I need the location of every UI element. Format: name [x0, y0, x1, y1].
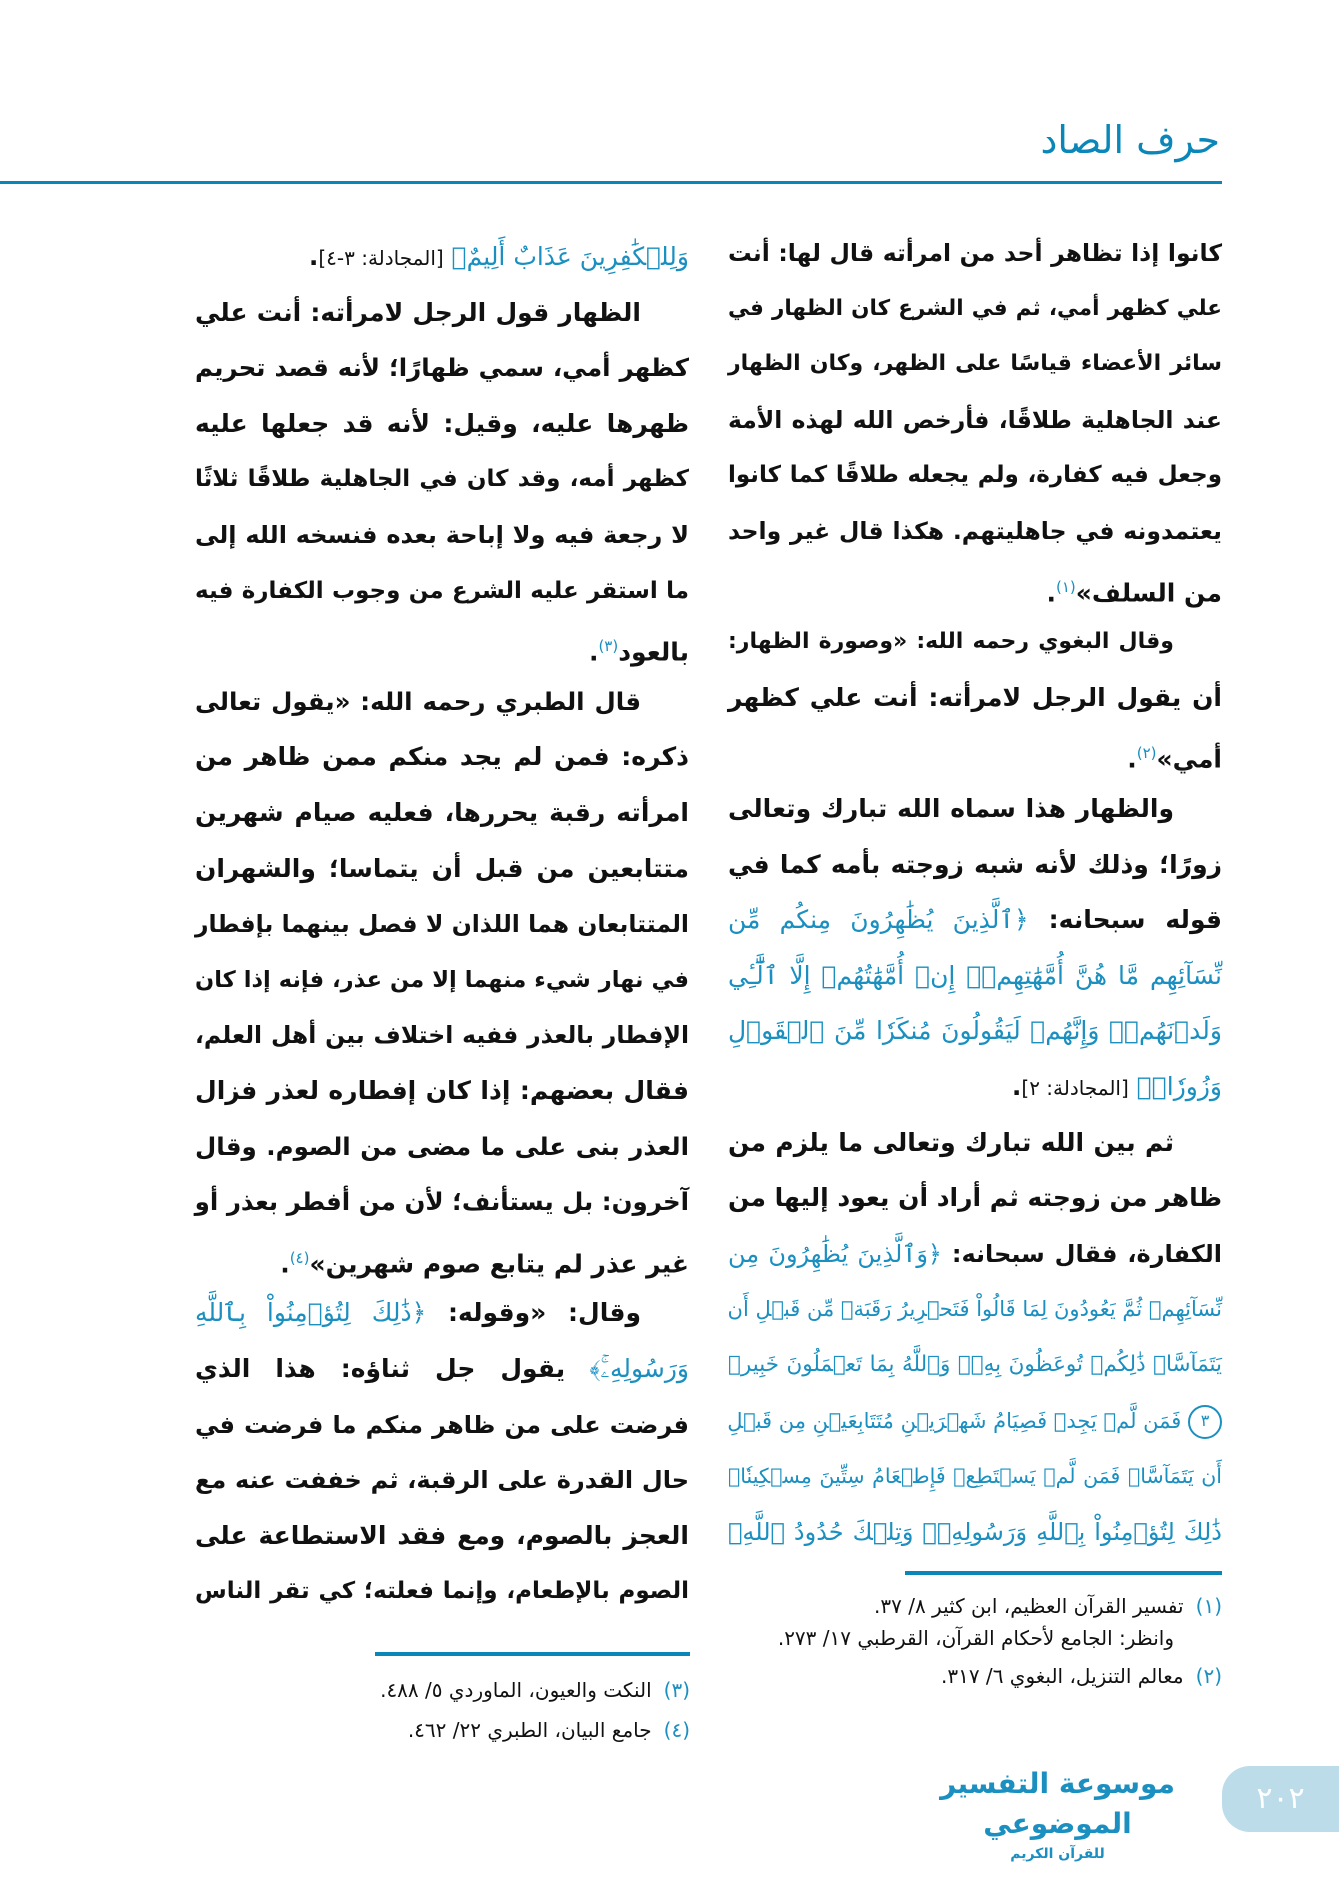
- text-line: [195, 1007, 689, 1063]
- body-text: فرضت على من ظاهر منكم ما فرضت في: [195, 1410, 689, 1439]
- body-text: كظهر أمه، وقد كان في الجاهلية طلاقًا ثلاثًا: [195, 466, 689, 493]
- text-line: [195, 1285, 689, 1341]
- body-text: العجز بالصوم، ومع فقد الاستطاعة على: [195, 1520, 689, 1550]
- body-text: والظهار هذا سماه الله تبارك وتعالى: [728, 794, 1174, 823]
- footnote-marker[interactable]: (١): [1056, 577, 1076, 596]
- body-text: الصوم بالإطعام، وإنما فعلته؛ كي تقر الناس: [195, 1578, 689, 1605]
- body-text: يقول جل ثناؤه: هذا الذي: [195, 1354, 566, 1383]
- quran-verse: وَلَدۡنَهُمۡۚ وَإِنَّهُمۡ لَيَقُولُونَ مُنكَرٗا مِّنَ ٱلۡقَوۡلِ: [728, 1016, 1222, 1046]
- footnote-number: (٢): [1195, 1664, 1222, 1688]
- body-text: في نهار شيء منهما إلا من عذر، فإنه إذا كان: [195, 966, 689, 993]
- body-text: .: [1046, 577, 1056, 607]
- footnote-marker[interactable]: (٢): [1136, 744, 1157, 763]
- body-text: أمي»: [1156, 744, 1222, 774]
- text-line: [195, 1174, 689, 1230]
- footnote-3: [195, 1670, 690, 1710]
- text-line: [728, 336, 1222, 392]
- verse-reference: [المجادلة: ٣-٤]: [318, 246, 444, 270]
- quran-verse: وَلِلۡكَٰفِرِينَ عَذَابٌ أَلِيمٌ﴾: [443, 242, 689, 271]
- quran-verse: وَزُورٗاۚ﴾: [1128, 1072, 1222, 1101]
- text-line: [728, 225, 1222, 281]
- body-text: وجعل فيه كفارة، ولم يجعله طلاقًا كما كانوا: [728, 462, 1222, 489]
- body-text: العذر بنى على ما مضى من الصوم. وقال: [195, 1131, 689, 1161]
- text-line: [728, 1393, 1222, 1449]
- text-line: [728, 725, 1222, 781]
- text-line: [195, 340, 689, 396]
- body-text: من السلف»: [1075, 577, 1222, 607]
- body-text: حال القدرة على الرقبة، ثم خففت عنه مع: [195, 1466, 689, 1495]
- text-line: [728, 781, 1222, 837]
- text-line: [195, 507, 689, 563]
- body-text: ظاهر من زوجته ثم أراد أن يعود إليها من: [727, 1183, 1222, 1213]
- body-text: الكفارة، فقال سبحانه:: [941, 1239, 1222, 1268]
- text-line: [728, 281, 1222, 337]
- text-line: [195, 1563, 689, 1619]
- text-line: [195, 674, 689, 730]
- quran-verse: وَرَسُولِهِۦۚ﴾: [565, 1354, 689, 1383]
- text-line: [195, 952, 689, 1008]
- text-line: [728, 1059, 1222, 1115]
- text-line: [195, 785, 689, 841]
- chapter-title: حرف الصاد: [1040, 118, 1220, 162]
- body-text: بالعود: [618, 637, 689, 667]
- body-text: وقال: «وقوله:: [426, 1298, 641, 1328]
- text-line: [195, 563, 689, 619]
- footnote-divider-right: [905, 1571, 1222, 1575]
- body-text: قال الطبري رحمه الله: «يقول تعالى: [195, 686, 641, 716]
- text-line: [195, 1119, 689, 1175]
- body-text: ثم بين الله تبارك وتعالى ما يلزم من: [728, 1127, 1174, 1157]
- quran-verse: ﴿ٱلَّذِينَ يُظَٰهِرُونَ مِنكُم مِّن: [728, 905, 1029, 935]
- footnote-divider-left: [375, 1652, 690, 1656]
- quran-verse: نِّسَآئِهِم مَّا هُنَّ أُمَّهَٰتِهِمۡۖ إِنۡ أُمَّهَٰتُهُمۡ إِلَّا ٱلَّٰٓـِٔي: [728, 960, 1222, 990]
- header-divider: [0, 181, 1222, 184]
- text-line: [728, 392, 1222, 448]
- logo-title: موسوعة التفسير الموضوعي: [940, 1767, 1175, 1840]
- body-text: آخرون: بل يستأنف؛ لأن من أفطر بعذر أو: [194, 1187, 689, 1217]
- body-text: يعتمدونه في جاهليتهم. هكذا قال غير واحد: [728, 517, 1222, 545]
- text-line: [728, 1170, 1222, 1226]
- body-text: علي كظهر أمي، ثم في الشرع كان الظهار في: [728, 295, 1222, 321]
- body-text: أن يقول الرجل لامرأته: أنت علي كظهر: [728, 682, 1222, 712]
- text-line: [728, 1003, 1222, 1059]
- body-text: .: [1011, 1072, 1022, 1101]
- body-text: امرأته رقبة يحررها، فعليه صيام شهرين: [195, 798, 689, 827]
- page-number: ٢٠٢: [1222, 1766, 1339, 1832]
- body-text: ذكره: فمن لم يجد منكم ممن ظاهر من: [195, 742, 689, 772]
- text-line: [195, 1063, 689, 1119]
- body-text: المتتابعان هما اللذان لا فصل بينهما بإفطار: [195, 910, 689, 939]
- text-line: [195, 729, 689, 785]
- text-line: [195, 896, 689, 952]
- body-text: لا رجعة فيه ولا إباحة بعده فنسخه الله إلى: [195, 521, 689, 549]
- body-text: ما استقر عليه الشرع من وجوب الكفارة فيه: [195, 577, 689, 604]
- text-line: [728, 892, 1222, 948]
- ayah-number-marker: ٣: [1188, 1405, 1222, 1439]
- footnotes-left: [195, 1670, 690, 1750]
- footnote-4: [195, 1710, 690, 1750]
- text-line: [728, 503, 1222, 559]
- body-text: كظهر أمي، سمي ظهارًا؛ لأنه قصد تحريم: [195, 353, 689, 383]
- body-text: .: [588, 637, 599, 667]
- body-text: وقال البغوي رحمه الله: «وصورة الظهار:: [728, 629, 1174, 655]
- body-text: غير عذر لم يتابع صوم شهرين»: [309, 1249, 689, 1279]
- footnote-number: (١): [1195, 1594, 1222, 1618]
- encyclopedia-logo: [935, 1764, 1180, 1864]
- footnote-text: جامع البيان، الطبري ٢٢/ ٤٦٢.: [407, 1718, 652, 1742]
- text-line: [195, 285, 689, 341]
- text-line: [728, 614, 1222, 670]
- body-text: .: [1127, 744, 1137, 774]
- body-text: عند الجاهلية طلاقًا، فأرخص الله لهذه الأمة: [728, 405, 1222, 434]
- footnote-number: (٣): [663, 1678, 690, 1702]
- text-line: [728, 1281, 1222, 1337]
- quran-verse: يَتَمَآسَّاۚ ذَٰلِكُمۡ تُوعَظُونَ بِهِۦۚ وَٱللَّهُ بِمَا تَعۡمَلُونَ خَبِيرٞ: [728, 1352, 1222, 1377]
- footnotes-right: [728, 1590, 1222, 1692]
- text-line: [195, 618, 689, 674]
- body-text: الظهار قول الرجل لامرأته: أنت علي: [195, 297, 641, 327]
- text-line: [195, 1452, 689, 1508]
- text-line: [195, 1508, 689, 1564]
- footnote-number: (٤): [663, 1718, 690, 1742]
- text-line: [728, 1226, 1222, 1282]
- logo-subtitle: للقرآن الكريم: [1010, 1846, 1105, 1862]
- text-line: [195, 229, 689, 285]
- footnote-text: تفسير القرآن العظيم، ابن كثير ٨/ ٣٧.: [874, 1594, 1184, 1618]
- body-text: الإفطار بالعذر ففيه اختلاف بين أهل العلم،: [195, 1021, 689, 1050]
- quran-verse: أَن يَتَمَآسَّاۖ فَمَن لَّمۡ يَسۡتَطِعۡ فَإِطۡعَامُ سِتِّينَ مِسۡكِينٗاۚ: [728, 1464, 1222, 1489]
- footnote-text: النكت والعيون، الماوردي ٥/ ٤٨٨.: [380, 1678, 652, 1702]
- footnote-2: [728, 1660, 1222, 1692]
- text-line: [728, 1504, 1222, 1560]
- body-text: قوله سبحانه:: [1028, 905, 1222, 935]
- text-line: [195, 396, 689, 452]
- text-line: [195, 1230, 689, 1286]
- body-text: .: [308, 242, 319, 271]
- text-line: [195, 451, 689, 507]
- body-text: كانوا إذا تظاهر أحد من امرأته قال لها: أنت: [728, 239, 1222, 267]
- body-text: متتابعين من قبل أن يتماسا؛ والشهران: [195, 853, 689, 883]
- text-line: [728, 670, 1222, 726]
- text-line: [195, 841, 689, 897]
- body-text: زورًا؛ وذلك لأنه شبه زوجته بأمه كما في: [728, 849, 1222, 879]
- text-line: [728, 837, 1222, 893]
- body-text: سائر الأعضاء قياسًا على الظهر، وكان الظهار: [728, 351, 1222, 377]
- footnote-text: معالم التنزيل، البغوي ٦/ ٣١٧.: [940, 1664, 1184, 1688]
- footnote-text-continued: وانظر: الجامع لأحكام القرآن، القرطبي ١٧/ ٢٧٣.: [777, 1626, 1174, 1650]
- body-text: .: [280, 1249, 290, 1279]
- quran-verse: ذَٰلِكَ لِتُؤۡمِنُواْ بِٱللَّهِ وَرَسُولِهِۦۚ وَتِلۡكَ حُدُودُ ٱللَّهِۗ: [728, 1517, 1222, 1546]
- text-line: [195, 1341, 689, 1397]
- quran-verse: فَمَن لَّمۡ يَجِدۡ فَصِيَامُ شَهۡرَيۡنِ مُتَتَابِعَيۡنِ مِن قَبۡلِ: [727, 1408, 1188, 1433]
- text-line: [728, 559, 1222, 615]
- text-line: [195, 1397, 689, 1453]
- quran-verse: نِّسَآئِهِمۡ ثُمَّ يَعُودُونَ لِمَا قَالُواْ فَتَحۡرِيرُ رَقَبَةٖ مِّن قَبۡلِ أَن: [727, 1297, 1222, 1322]
- quran-verse: ﴿ذَٰلِكَ لِتُؤۡمِنُواْ بِٱللَّهِ: [195, 1298, 427, 1328]
- text-line: [728, 948, 1222, 1004]
- body-text: ظهرها عليه، وقيل: لأنه قد جعلها عليه: [195, 408, 689, 438]
- footnote-marker[interactable]: (٤): [289, 1248, 310, 1267]
- footnote-1: [728, 1590, 1222, 1654]
- text-line: [728, 1448, 1222, 1504]
- footnote-marker[interactable]: (٣): [598, 637, 619, 656]
- text-line: [728, 447, 1222, 503]
- text-line: [728, 1337, 1222, 1393]
- text-line: [728, 1115, 1222, 1171]
- quran-verse: ﴿وَٱلَّذِينَ يُظَٰهِرُونَ مِن: [728, 1239, 942, 1268]
- body-text: فقال بعضهم: إذا كان إفطاره لعذر فزال: [195, 1076, 689, 1105]
- verse-reference: [المجادلة: ٢]: [1021, 1076, 1129, 1100]
